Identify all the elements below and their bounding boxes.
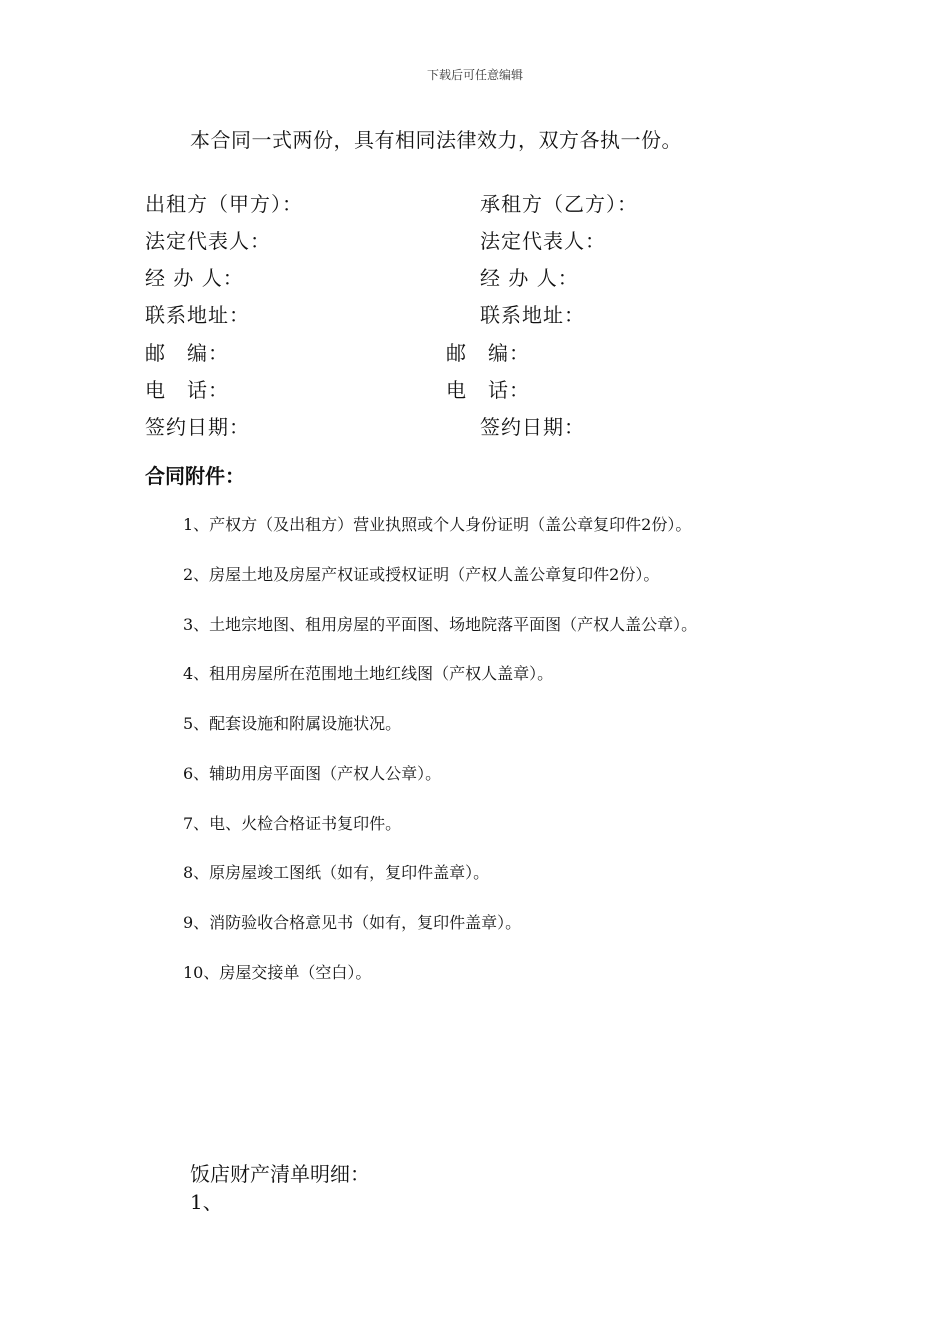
attachment-item: 2、房屋土地及房屋产权证或授权证明（产权人盖公章复印件2份）。	[183, 565, 660, 584]
party-a-legal-rep: 法定代表人：	[145, 229, 271, 253]
party-b-agent: 经 办 人：	[480, 266, 579, 290]
attachment-item: 8、原房屋竣工图纸（如有，复印件盖章）。	[183, 863, 490, 882]
party-a-postcode: 邮 编：	[145, 341, 229, 365]
party-b-sign-date: 签约日期：	[480, 415, 585, 439]
party-b-title: 承租方（乙方）：	[480, 192, 638, 216]
attachment-item: 10、房屋交接单（空白）。	[183, 963, 372, 982]
attachments-title: 合同附件：	[145, 464, 245, 488]
party-b-legal-rep: 法定代表人：	[480, 229, 606, 253]
inventory-item: 1、	[190, 1190, 223, 1214]
header-note: 下载后可任意编辑	[426, 68, 523, 82]
party-a-agent: 经 办 人：	[145, 266, 244, 290]
party-a-title: 出租方（甲方）：	[145, 192, 303, 216]
party-a-address: 联系地址：	[145, 303, 250, 327]
inventory-title: 饭店财产清单明细：	[190, 1162, 370, 1186]
party-a-sign-date: 签约日期：	[145, 415, 250, 439]
attachment-item: 3、土地宗地图、租用房屋的平面图、场地院落平面图（产权人盖公章）。	[183, 615, 698, 634]
intro-text: 本合同一式两份，具有相同法律效力，双方各执一份。	[190, 128, 682, 152]
party-a-phone: 电 话：	[145, 378, 229, 402]
party-b-phone: 电 话：	[446, 378, 530, 402]
attachment-item: 4、租用房屋所在范围地土地红线图（产权人盖章）。	[183, 664, 554, 683]
party-b-address: 联系地址：	[480, 303, 585, 327]
attachment-item: 6、辅助用房平面图（产权人公章）。	[183, 764, 442, 783]
attachment-item: 5、配套设施和附属设施状况。	[183, 714, 402, 733]
party-b-postcode: 邮 编：	[446, 341, 530, 365]
attachment-item: 9、消防验收合格意见书（如有，复印件盖章）。	[183, 913, 522, 932]
attachment-item: 7、电、火检合格证书复印件。	[183, 814, 402, 833]
attachment-item: 1、产权方（及出租方）营业执照或个人身份证明（盖公章复印件2份）。	[183, 515, 692, 534]
